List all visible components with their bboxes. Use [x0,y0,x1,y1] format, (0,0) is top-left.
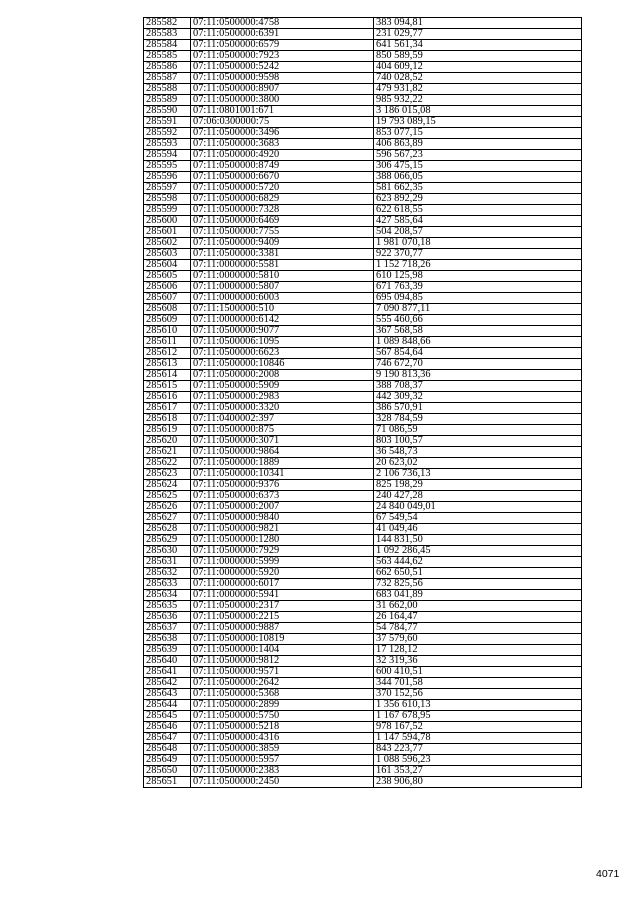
row-number-cell: 285640 [144,656,191,667]
cadastral-number-cell: 07:11:0000000:5999 [191,557,374,568]
table-row [144,579,582,590]
table-row [144,194,582,205]
cadastral-number-cell: 07:11:0500000:2450 [191,777,374,788]
cadastral-number-cell: 07:11:0500000:6469 [191,216,374,227]
table-row [144,480,582,491]
table-row [144,557,582,568]
table-row [144,436,582,447]
cadastral-number-cell: 07:11:0500000:9812 [191,656,374,667]
table-row [144,161,582,172]
cadastral-number-cell: 07:11:0000000:6017 [191,579,374,590]
cadastral-number-cell: 07:11:0500000:3683 [191,139,374,150]
cadastral-number-cell: 07:11:1500000:510 [191,304,374,315]
value-cell: 623 892,29 [374,194,582,205]
value-cell: 641 561,34 [374,40,582,51]
row-number-cell: 285611 [144,337,191,348]
cadastral-number-cell: 07:11:0500000:3071 [191,436,374,447]
table-row [144,62,582,73]
value-cell: 1 152 718,26 [374,260,582,271]
table-row [144,337,582,348]
table-row [144,392,582,403]
value-cell: 1 092 286,45 [374,546,582,557]
table-row [144,304,582,315]
row-number-cell: 285636 [144,612,191,623]
table-body [144,18,582,788]
cadastral-number-cell: 07:06:0300000:75 [191,117,374,128]
row-number-cell: 285591 [144,117,191,128]
value-cell: 850 589,59 [374,51,582,62]
cadastral-number-cell: 07:11:0500000:5957 [191,755,374,766]
row-number-cell: 285650 [144,766,191,777]
cadastral-number-cell: 07:11:0500000:2642 [191,678,374,689]
cadastral-number-cell: 07:11:0500000:6623 [191,348,374,359]
row-number-cell: 285606 [144,282,191,293]
value-cell: 1 356 610,13 [374,700,582,711]
row-number-cell: 285630 [144,546,191,557]
value-cell: 622 618,55 [374,205,582,216]
row-number-cell: 285596 [144,172,191,183]
cadastral-number-cell: 07:11:0500000:3496 [191,128,374,139]
cadastral-number-cell: 07:11:0500000:6829 [191,194,374,205]
table-row [144,150,582,161]
value-cell: 985 932,22 [374,95,582,106]
value-cell: 1 167 678,95 [374,711,582,722]
row-number-cell: 285628 [144,524,191,535]
cadastral-number-cell: 07:11:0500000:9887 [191,623,374,634]
value-cell: 67 549,54 [374,513,582,524]
table-row [144,238,582,249]
table-row [144,414,582,425]
cadastral-number-cell: 07:11:0500000:5909 [191,381,374,392]
value-cell: 383 094,81 [374,18,582,29]
cadastral-number-cell: 07:11:0500000:2899 [191,700,374,711]
table-row [144,766,582,777]
table-row [144,458,582,469]
value-cell: 732 825,56 [374,579,582,590]
value-cell: 581 662,35 [374,183,582,194]
table-row [144,513,582,524]
cadastral-number-cell: 07:11:0500000:9840 [191,513,374,524]
value-cell: 695 094,85 [374,293,582,304]
value-cell: 20 623,02 [374,458,582,469]
row-number-cell: 285616 [144,392,191,403]
value-cell: 370 152,56 [374,689,582,700]
cadastral-number-cell: 07:11:0500000:2317 [191,601,374,612]
table-row [144,491,582,502]
value-cell: 32 319,36 [374,656,582,667]
cadastral-number-cell: 07:11:0500000:3859 [191,744,374,755]
value-cell: 24 840 049,01 [374,502,582,513]
table-row [144,381,582,392]
table-row [144,95,582,106]
table-row [144,293,582,304]
row-number-cell: 285642 [144,678,191,689]
table-row [144,502,582,513]
row-number-cell: 285621 [144,447,191,458]
table-row [144,568,582,579]
cadastral-number-cell: 07:11:0500000:7929 [191,546,374,557]
cadastral-number-cell: 07:11:0500006:1095 [191,337,374,348]
table-row [144,755,582,766]
cadastral-number-cell: 07:11:0500000:8907 [191,84,374,95]
row-number-cell: 285584 [144,40,191,51]
table-row [144,447,582,458]
cadastral-number-cell: 07:11:0500000:10819 [191,634,374,645]
table-row [144,282,582,293]
row-number-cell: 285644 [144,700,191,711]
row-number-cell: 285582 [144,18,191,29]
row-number-cell: 285627 [144,513,191,524]
cadastral-number-cell: 07:11:0500000:5218 [191,722,374,733]
value-cell: 479 931,82 [374,84,582,95]
row-number-cell: 285617 [144,403,191,414]
page-number: 4071 [596,868,620,880]
cadastral-number-cell: 07:11:0500000:9571 [191,667,374,678]
row-number-cell: 285599 [144,205,191,216]
value-cell: 388 708,37 [374,381,582,392]
cadastral-number-cell: 07:11:0500000:10846 [191,359,374,370]
row-number-cell: 285597 [144,183,191,194]
cadastral-number-cell: 07:11:0801001:671 [191,106,374,117]
cadastral-number-cell: 07:11:0500000:5750 [191,711,374,722]
value-cell: 144 831,50 [374,535,582,546]
row-number-cell: 285594 [144,150,191,161]
cadastral-number-cell: 07:11:0500000:9376 [191,480,374,491]
cadastral-number-cell: 07:11:0500000:1889 [191,458,374,469]
cadastral-number-cell: 07:11:0500000:10341 [191,469,374,480]
value-cell: 54 784,77 [374,623,582,634]
table-row [144,645,582,656]
table-row [144,425,582,436]
cadastral-number-cell: 07:11:0500000:6391 [191,29,374,40]
value-cell: 567 854,64 [374,348,582,359]
table-row [144,172,582,183]
cadastral-number-cell: 07:11:0500000:2007 [191,502,374,513]
table-row [144,678,582,689]
table-row [144,106,582,117]
row-number-cell: 285637 [144,623,191,634]
cadastral-number-cell: 07:11:0500000:875 [191,425,374,436]
cadastral-number-cell: 07:11:0500000:6670 [191,172,374,183]
value-cell: 1 089 848,66 [374,337,582,348]
table-row [144,73,582,84]
row-number-cell: 285639 [144,645,191,656]
row-number-cell: 285633 [144,579,191,590]
table-row [144,84,582,95]
cadastral-number-cell: 07:11:0500000:4316 [191,733,374,744]
table-row [144,260,582,271]
row-number-cell: 285605 [144,271,191,282]
table-row [144,744,582,755]
cadastral-number-cell: 07:11:0500000:3320 [191,403,374,414]
row-number-cell: 285641 [144,667,191,678]
row-number-cell: 285601 [144,227,191,238]
table-row [144,326,582,337]
cadastral-number-cell: 07:11:0500000:1404 [191,645,374,656]
row-number-cell: 285647 [144,733,191,744]
value-cell: 367 568,58 [374,326,582,337]
row-number-cell: 285610 [144,326,191,337]
cadastral-number-cell: 07:11:0500000:7755 [191,227,374,238]
value-cell: 388 066,05 [374,172,582,183]
row-number-cell: 285585 [144,51,191,62]
value-cell: 504 208,57 [374,227,582,238]
row-number-cell: 285609 [144,315,191,326]
row-number-cell: 285593 [144,139,191,150]
row-number-cell: 285598 [144,194,191,205]
cadastral-number-cell: 07:11:0500000:4920 [191,150,374,161]
value-cell: 662 650,51 [374,568,582,579]
table-row [144,315,582,326]
table-row [144,227,582,238]
row-number-cell: 285638 [144,634,191,645]
value-cell: 978 167,52 [374,722,582,733]
cadastral-number-cell: 07:11:0500000:9598 [191,73,374,84]
table-row [144,370,582,381]
table-row [144,40,582,51]
row-number-cell: 285590 [144,106,191,117]
value-cell: 555 460,66 [374,315,582,326]
value-cell: 563 444,62 [374,557,582,568]
table-row [144,359,582,370]
row-number-cell: 285602 [144,238,191,249]
table-row [144,271,582,282]
table-row [144,524,582,535]
value-cell: 746 672,70 [374,359,582,370]
row-number-cell: 285634 [144,590,191,601]
cadastral-number-cell: 07:11:0500000:9077 [191,326,374,337]
value-cell: 740 028,52 [374,73,582,84]
table-row [144,403,582,414]
cadastral-number-cell: 07:11:0500000:9864 [191,447,374,458]
row-number-cell: 285600 [144,216,191,227]
row-number-cell: 285631 [144,557,191,568]
table-row [144,722,582,733]
cadastral-number-cell: 07:11:0000000:5807 [191,282,374,293]
table-row [144,590,582,601]
value-cell: 238 906,80 [374,777,582,788]
value-cell: 600 410,51 [374,667,582,678]
table-row [144,128,582,139]
cadastral-number-cell: 07:11:0000000:5810 [191,271,374,282]
cadastral-number-cell: 07:11:0000000:5920 [191,568,374,579]
value-cell: 1 147 594,78 [374,733,582,744]
cadastral-number-cell: 07:11:0500000:9409 [191,238,374,249]
row-number-cell: 285588 [144,84,191,95]
value-cell: 442 309,32 [374,392,582,403]
row-number-cell: 285603 [144,249,191,260]
cadastral-number-cell: 07:11:0000000:5581 [191,260,374,271]
row-number-cell: 285612 [144,348,191,359]
cadastral-number-cell: 07:11:0500000:5368 [191,689,374,700]
value-cell: 2 106 736,13 [374,469,582,480]
value-cell: 825 198,29 [374,480,582,491]
value-cell: 803 100,57 [374,436,582,447]
cadastral-number-cell: 07:11:0500000:1280 [191,535,374,546]
row-number-cell: 285592 [144,128,191,139]
cadastral-number-cell: 07:11:0500000:2983 [191,392,374,403]
table-row [144,689,582,700]
row-number-cell: 285618 [144,414,191,425]
table-row [144,18,582,29]
cadastral-number-cell: 07:11:0500000:7923 [191,51,374,62]
row-number-cell: 285607 [144,293,191,304]
cadastral-number-cell: 07:11:0500000:3800 [191,95,374,106]
cadastral-number-cell: 07:11:0000000:5941 [191,590,374,601]
cadastral-number-cell: 07:11:0500000:3381 [191,249,374,260]
value-cell: 26 164,47 [374,612,582,623]
row-number-cell: 285626 [144,502,191,513]
row-number-cell: 285604 [144,260,191,271]
cadastral-value-table [143,17,582,788]
value-cell: 19 793 089,15 [374,117,582,128]
value-cell: 671 763,39 [374,282,582,293]
value-cell: 344 701,58 [374,678,582,689]
value-cell: 231 029,77 [374,29,582,40]
table-row [144,656,582,667]
cadastral-number-cell: 07:11:0500000:5720 [191,183,374,194]
row-number-cell: 285645 [144,711,191,722]
cadastral-number-cell: 07:11:0500000:6579 [191,40,374,51]
row-number-cell: 285613 [144,359,191,370]
row-number-cell: 285635 [144,601,191,612]
cadastral-number-cell: 07:11:0500000:9821 [191,524,374,535]
row-number-cell: 285623 [144,469,191,480]
row-number-cell: 285651 [144,777,191,788]
row-number-cell: 285619 [144,425,191,436]
value-cell: 922 370,77 [374,249,582,260]
cadastral-number-cell: 07:11:0500000:4758 [191,18,374,29]
table-row [144,634,582,645]
row-number-cell: 285622 [144,458,191,469]
cadastral-number-cell: 07:11:0000000:6142 [191,315,374,326]
cadastral-number-cell: 07:11:0400002:397 [191,414,374,425]
value-cell: 427 585,64 [374,216,582,227]
value-cell: 328 784,59 [374,414,582,425]
table-row [144,249,582,260]
table-row [144,51,582,62]
value-cell: 41 049,46 [374,524,582,535]
cadastral-number-cell: 07:11:0500000:5242 [191,62,374,73]
row-number-cell: 285624 [144,480,191,491]
value-cell: 71 086,59 [374,425,582,436]
row-number-cell: 285629 [144,535,191,546]
table-row [144,601,582,612]
row-number-cell: 285595 [144,161,191,172]
value-cell: 31 662,00 [374,601,582,612]
value-cell: 386 570,91 [374,403,582,414]
value-cell: 37 579,60 [374,634,582,645]
table-row [144,535,582,546]
row-number-cell: 285620 [144,436,191,447]
row-number-cell: 285589 [144,95,191,106]
row-number-cell: 285614 [144,370,191,381]
row-number-cell: 285648 [144,744,191,755]
cadastral-number-cell: 07:11:0500000:2008 [191,370,374,381]
value-cell: 17 128,12 [374,645,582,656]
cadastral-number-cell: 07:11:0000000:6003 [191,293,374,304]
row-number-cell: 285649 [144,755,191,766]
row-number-cell: 285625 [144,491,191,502]
table-row [144,667,582,678]
cadastral-number-cell: 07:11:0500000:7328 [191,205,374,216]
table-row [144,623,582,634]
table-row [144,546,582,557]
table-row [144,700,582,711]
value-cell: 240 427,28 [374,491,582,502]
value-cell: 1 981 070,18 [374,238,582,249]
row-number-cell: 285615 [144,381,191,392]
value-cell: 404 609,12 [374,62,582,73]
table-row [144,183,582,194]
table-row [144,777,582,788]
cadastral-number-cell: 07:11:0500000:8749 [191,161,374,172]
value-cell: 610 125,98 [374,271,582,282]
value-cell: 7 090 877,11 [374,304,582,315]
table-row [144,612,582,623]
row-number-cell: 285643 [144,689,191,700]
value-cell: 843 223,77 [374,744,582,755]
row-number-cell: 285632 [144,568,191,579]
row-number-cell: 285608 [144,304,191,315]
value-cell: 9 190 813,36 [374,370,582,381]
row-number-cell: 285646 [144,722,191,733]
cadastral-number-cell: 07:11:0500000:2383 [191,766,374,777]
table-row [144,139,582,150]
value-cell: 36 548,73 [374,447,582,458]
table-row [144,117,582,128]
value-cell: 306 475,15 [374,161,582,172]
value-cell: 853 077,15 [374,128,582,139]
row-number-cell: 285586 [144,62,191,73]
row-number-cell: 285583 [144,29,191,40]
value-cell: 1 088 596,23 [374,755,582,766]
table-row [144,205,582,216]
table-row [144,469,582,480]
row-number-cell: 285587 [144,73,191,84]
table-row [144,348,582,359]
value-cell: 596 567,23 [374,150,582,161]
table-row [144,29,582,40]
cadastral-number-cell: 07:11:0500000:6373 [191,491,374,502]
cadastral-number-cell: 07:11:0500000:2215 [191,612,374,623]
value-cell: 406 863,89 [374,139,582,150]
value-cell: 683 041,89 [374,590,582,601]
table-row [144,216,582,227]
value-cell: 3 186 015,08 [374,106,582,117]
value-cell: 161 353,27 [374,766,582,777]
table-row [144,733,582,744]
table-row [144,711,582,722]
